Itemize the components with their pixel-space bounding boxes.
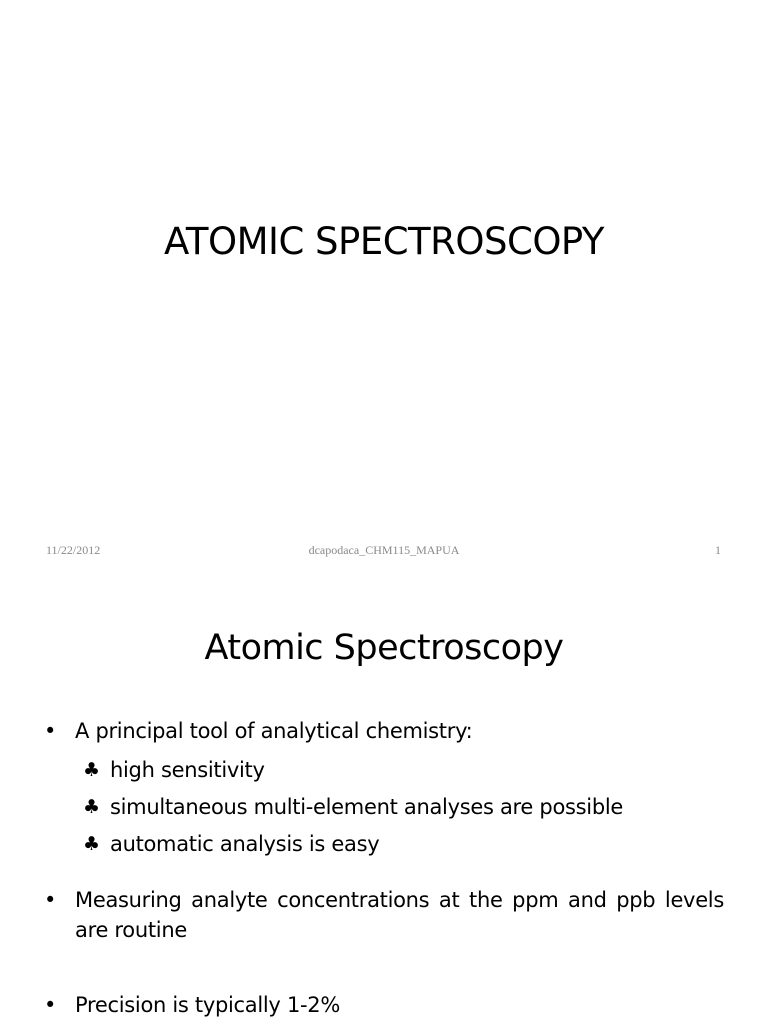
bullet-dot-icon: •	[44, 888, 57, 912]
sub-bullet-item	[44, 826, 724, 863]
club-bullet-icon: ♣	[83, 759, 100, 781]
bullet-item	[44, 885, 724, 945]
bullet-text: Precision is typically 1-2%	[75, 993, 340, 1017]
footer-date: 11/22/2012	[46, 543, 101, 557]
slide-title: Atomic Spectroscopy	[204, 628, 564, 668]
club-bullet-icon: ♣	[83, 796, 100, 818]
bullet-dot-icon: •	[44, 719, 57, 743]
bullet-item	[44, 716, 724, 746]
bullet-item	[44, 990, 724, 1020]
sub-bullet-item	[44, 789, 724, 826]
sub-bullet-text: high sensitivity	[110, 758, 265, 782]
footer-author: dcapodaca_CHM115_MAPUA	[308, 543, 460, 557]
sub-bullet-item	[44, 752, 724, 789]
bullet-text: A principal tool of analytical chemistry:	[75, 719, 473, 743]
slide-title: ATOMIC SPECTROSCOPY	[163, 220, 605, 263]
slide-2	[0, 576, 768, 1024]
sub-bullet-text: simultaneous multi-element analyses are possible	[110, 795, 623, 819]
bullet-list	[44, 716, 724, 1020]
club-bullet-icon: ♣	[83, 833, 100, 855]
footer-page-number: 1	[715, 543, 721, 557]
sub-bullet-text: automatic analysis is easy	[110, 832, 380, 856]
sub-bullet-list	[44, 752, 724, 863]
bullet-text: Measuring analyte concentrations at the ppm and ppb levels are routine	[75, 888, 724, 942]
bullet-dot-icon: •	[44, 993, 57, 1017]
